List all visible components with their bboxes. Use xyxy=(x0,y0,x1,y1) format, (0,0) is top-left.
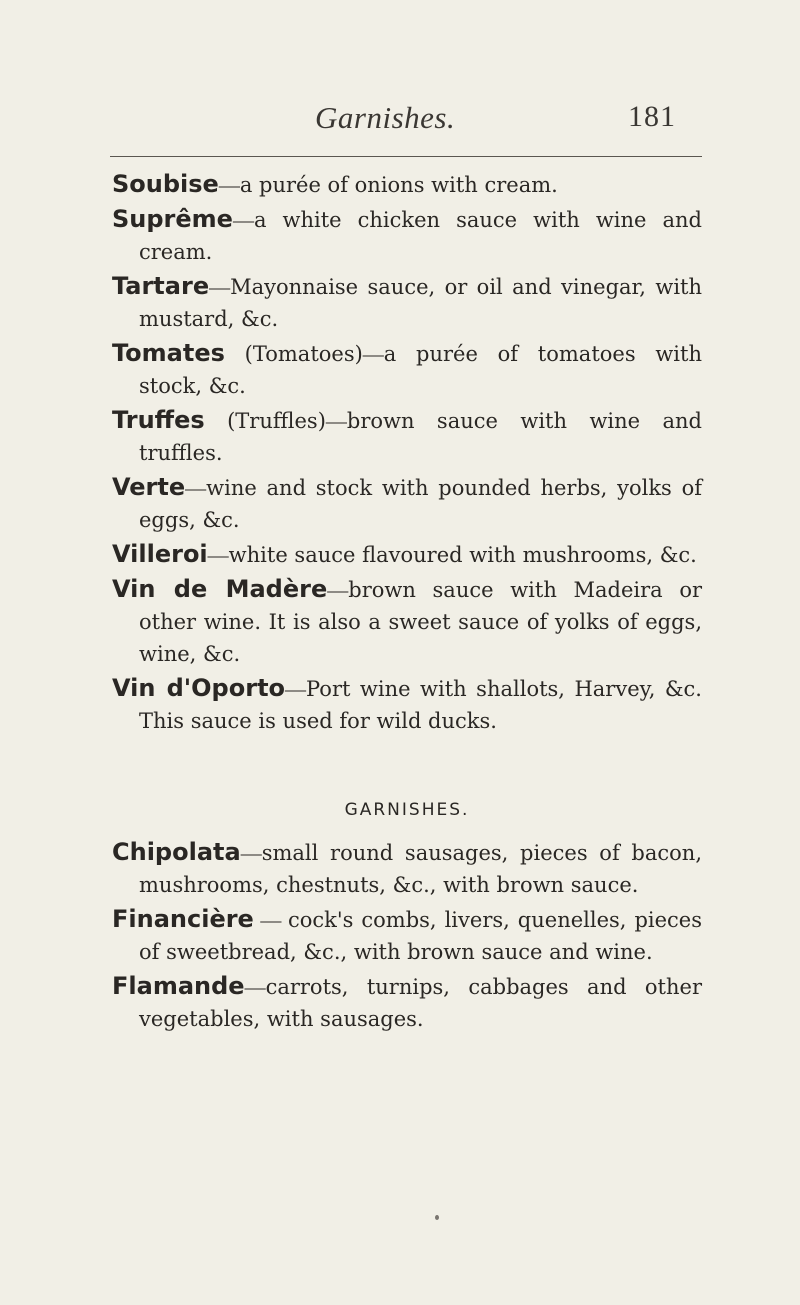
entry-parenthetical: (Tomatoes) xyxy=(244,342,363,366)
entry-tomates: Tomates (Tomatoes)—a purée of tomatoes with stock, &c. xyxy=(112,339,702,398)
entry-term: Tartare xyxy=(112,272,210,300)
entry-term: Financière xyxy=(112,905,254,933)
entry-supreme: Suprême—a white chicken sauce with wine and cream. xyxy=(112,205,702,264)
entry-verte: Verte—wine and stock with pounded herbs, yolks of eggs, &c. xyxy=(112,473,702,532)
page-body xyxy=(112,168,702,1037)
entry-financiere: Financière — cock's combs, livers, quenelles, pieces of sweetbread, &c., with brown sauce and wine. xyxy=(112,905,702,964)
entry-term: Suprême xyxy=(112,205,233,233)
entry-flamande: Flamande—carrots, turnips, cabbages and other vegetables, with sausages. xyxy=(112,972,702,1031)
entry-chipolata: Chipolata—small round sausages, pieces of bacon, mushrooms, chestnuts, &c., with brown sauce. xyxy=(112,838,702,897)
entry-term: Vin de Madère xyxy=(112,575,328,603)
page-number: 181 xyxy=(628,100,676,133)
entry-term: Chipolata xyxy=(112,838,241,866)
entry-definition: carrots, turnips, cabbages and other vegetables, with sausages. xyxy=(139,975,702,1031)
entry-parenthetical: (Truffles) xyxy=(227,409,326,433)
entry-term: Soubise xyxy=(112,170,219,198)
entry-definition: Mayonnaise sauce, or oil and vinegar, with mustard, &c. xyxy=(139,275,702,331)
entry-definition: brown sauce with wine and truffles. xyxy=(139,409,702,465)
entry-tartare: Tartare—Mayonnaise sauce, or oil and vinegar, with mustard, &c. xyxy=(112,272,702,331)
entry-term: Verte xyxy=(112,473,186,501)
entry-definition: small round sausages, pieces of bacon, mushrooms, chestnuts, &c., with brown sauce. xyxy=(139,841,702,897)
entry-definition: white sauce flavoured with mushrooms, &c. xyxy=(228,543,697,567)
entry-vin-d-oporto: Vin d'Oporto—Port wine with shallots, Harvey, &c. This sauce is used for wild ducks. xyxy=(112,674,702,733)
entry-definition: Port wine with shallots, Harvey, &c. This sauce is used for wild ducks. xyxy=(139,677,702,733)
paper-speck xyxy=(435,1215,439,1220)
running-head xyxy=(110,100,702,140)
entry-term: Vin d'Oporto xyxy=(112,674,286,702)
entry-term: Truffes xyxy=(112,406,205,434)
entry-term: Villeroi xyxy=(112,540,208,568)
entry-term: Tomates xyxy=(112,339,225,367)
entry-truffes: Truffes (Truffles)—brown sauce with wine and truffles. xyxy=(112,406,702,465)
entry-definition: cock's combs, livers, quenelles, pieces of sweetbread, &c., with brown sauce and wine. xyxy=(139,908,702,964)
entry-definition: a purée of onions with cream. xyxy=(239,173,558,197)
running-head-title: Garnishes. xyxy=(315,100,456,135)
entry-definition: a white chicken sauce with wine and cream. xyxy=(139,208,702,264)
entry-term: Flamande xyxy=(112,972,245,1000)
entry-definition: a purée of tomatoes with stock, &c. xyxy=(139,342,702,398)
entry-soubise: Soubise—a purée of onions with cream. xyxy=(112,170,558,198)
entry-villeroi: Villeroi—white sauce flavoured with mushrooms, &c. xyxy=(112,540,697,568)
entry-vin-de-madere: Vin de Madère—brown sauce with Madeira or other wine. It is also a sweet sauce of yolks of eggs, wine, &c. xyxy=(112,575,703,666)
entry-definition: brown sauce with Madeira or other wine. It is also a sweet sauce of yolks of eggs, wine, &c. xyxy=(139,578,703,666)
entry-definition: wine and stock with pounded herbs, yolks of eggs, &c. xyxy=(139,476,702,532)
section-heading-garnishes: GARNISHES. xyxy=(344,800,470,820)
header-rule xyxy=(110,156,702,157)
